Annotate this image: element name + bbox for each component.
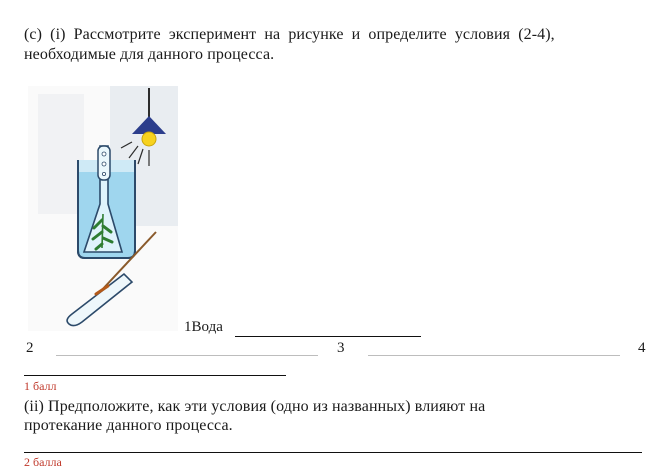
answer-2-label: 2: [26, 340, 34, 356]
answer-4-line[interactable]: [24, 375, 286, 376]
question-c-line2: необходимые для данного процесса.: [24, 46, 275, 63]
score-2: 2 балла: [24, 455, 62, 469]
answer-1-line[interactable]: [235, 336, 421, 337]
answer-1-label: 1Вода: [184, 319, 223, 335]
answer-3-line[interactable]: [368, 355, 620, 356]
answer-ii-line[interactable]: [24, 452, 642, 453]
question-ii-line2: протекание данного процесса.: [24, 417, 233, 434]
question-c-line1: (c) (i) Рассмотрите эксперимент на рисунке и определите условия (2-4),: [24, 26, 555, 43]
answer-4-label: 4: [638, 340, 646, 356]
experiment-figure: [28, 86, 178, 331]
answer-2-line[interactable]: [56, 355, 318, 356]
answer-3-label: 3: [337, 340, 345, 356]
score-1: 1 балл: [24, 379, 57, 393]
question-ii-line1: (ii) Предположите, как эти условия (одно из названных) влияют на: [24, 398, 486, 415]
